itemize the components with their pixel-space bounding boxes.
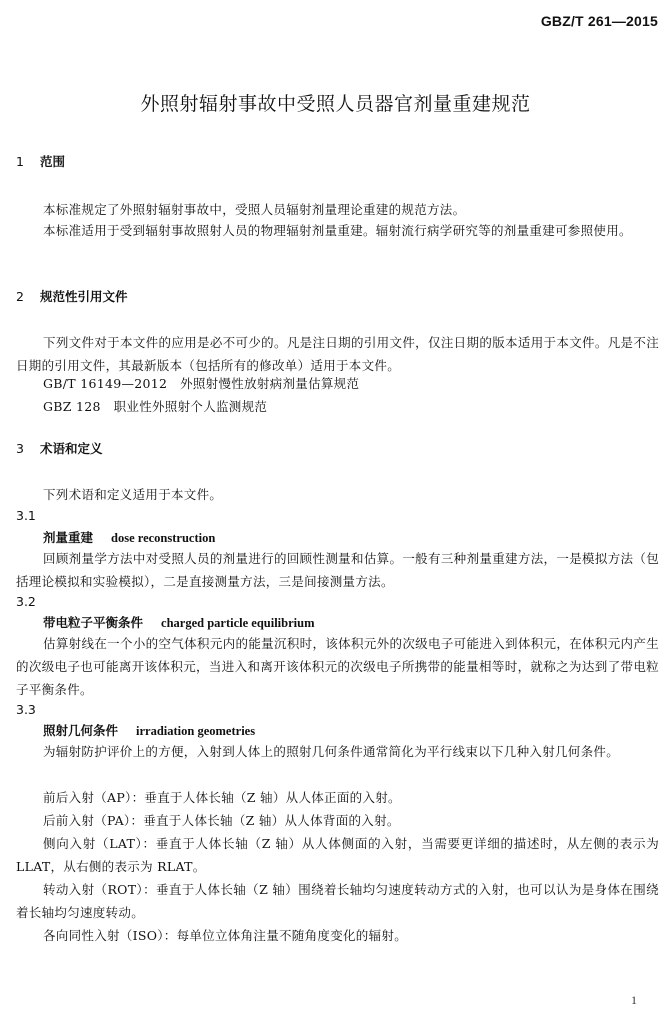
section-title: 范围: [40, 154, 66, 169]
reference-item: GBZ 128 职业性外照射个人监测规范: [43, 399, 268, 414]
term-heading: [43, 614, 314, 632]
section-3-intro: 下列术语和定义适用于本文件。: [43, 487, 223, 502]
term-definition: 回顾剂量学方法中对受照人员的剂量进行的回顾性测量和估算。一般有三种剂量重建方法，一是模拟方法（包括理论模拟和实验模拟），二是直接测量方法，三是间接测量方法。: [16, 551, 659, 589]
term-definition: 为辐射防护评价上的方便，入射到人体上的照射几何条件通常简化为平行线束以下几种入射几何条件。: [43, 744, 620, 759]
term-definition: 估算射线在一个小的空气体积元内的能量沉积时，该体积元外的次级电子可能进入到体积元，在体积元内产生的次级电子也可能离开该体积元，当进入和离开该体积元的次级电子所携带的能量相等时，就称之为达到了带电粒子平衡条件。: [16, 636, 659, 697]
clause-number: 3.2: [16, 594, 36, 609]
term-english: charged particle equilibrium: [161, 616, 315, 630]
term-heading: [43, 722, 255, 740]
geometry-item-pa: 后前入射（PA）：垂直于人体长轴（Z 轴）从人体背面的入射。: [43, 813, 400, 828]
clause-number: 3.3: [16, 702, 36, 717]
section-number: 1: [16, 154, 24, 169]
term-heading: [43, 529, 215, 547]
reference-item: GB/T 16149—2012 外照射慢性放射病剂量估算规范: [43, 376, 360, 391]
section-title: 规范性引用文件: [40, 289, 128, 304]
section-number: 3: [16, 441, 24, 456]
section-2-paragraph: 下列文件对于本文件的应用是必不可少的。凡是注日期的引用文件，仅注日期的版本适用于本文件。凡是不注日期的引用文件，其最新版本（包括所有的修改单）适用于本文件。: [16, 335, 659, 373]
term-chinese: 带电粒子平衡条件: [43, 615, 144, 630]
geometry-item-lat: 侧向入射（LAT）：垂直于人体长轴（Z 轴）从人体侧面的入射，当需要更详细的描述时，从左侧的表示为 LLAT，从右侧的表示为 RLAT。: [16, 836, 659, 874]
section-title: 术语和定义: [40, 441, 103, 456]
section-2-heading: [16, 288, 128, 306]
clause-number: 3.1: [16, 508, 36, 523]
section-1-paragraph-1: 本标准规定了外照射辐射事故中，受照人员辐射剂量理论重建的规范方法。: [43, 202, 466, 217]
geometry-item-iso: 各向同性入射（ISO）：每单位立体角注量不随角度变化的辐射。: [43, 928, 407, 943]
section-1-paragraph-2: 本标准适用于受到辐射事故照射人员的物理辐射剂量重建。辐射流行病学研究等的剂量重建可参照使用。: [43, 223, 632, 238]
section-1-heading: [16, 153, 65, 171]
term-chinese: 照射几何条件: [43, 723, 119, 738]
page-number: 1: [631, 993, 637, 1007]
geometry-item-ap: 前后入射（AP）：垂直于人体长轴（Z 轴）从人体正面的入射。: [43, 790, 401, 805]
section-number: 2: [16, 289, 24, 304]
geometry-item-rot: 转动入射（ROT）：垂直于人体长轴（Z 轴）围绕着长轴均匀速度转动方式的入射，也可以认为是身体在围绕着长轴均匀速度转动。: [16, 882, 659, 920]
section-3-heading: [16, 440, 103, 458]
standard-code: GBZ/T 261—2015: [540, 13, 658, 29]
document-title: 外照射辐射事故中受照人员器官剂量重建规范: [140, 93, 531, 115]
term-english: irradiation geometries: [136, 724, 256, 738]
term-chinese: 剂量重建: [43, 530, 94, 545]
term-english: dose reconstruction: [111, 531, 216, 545]
